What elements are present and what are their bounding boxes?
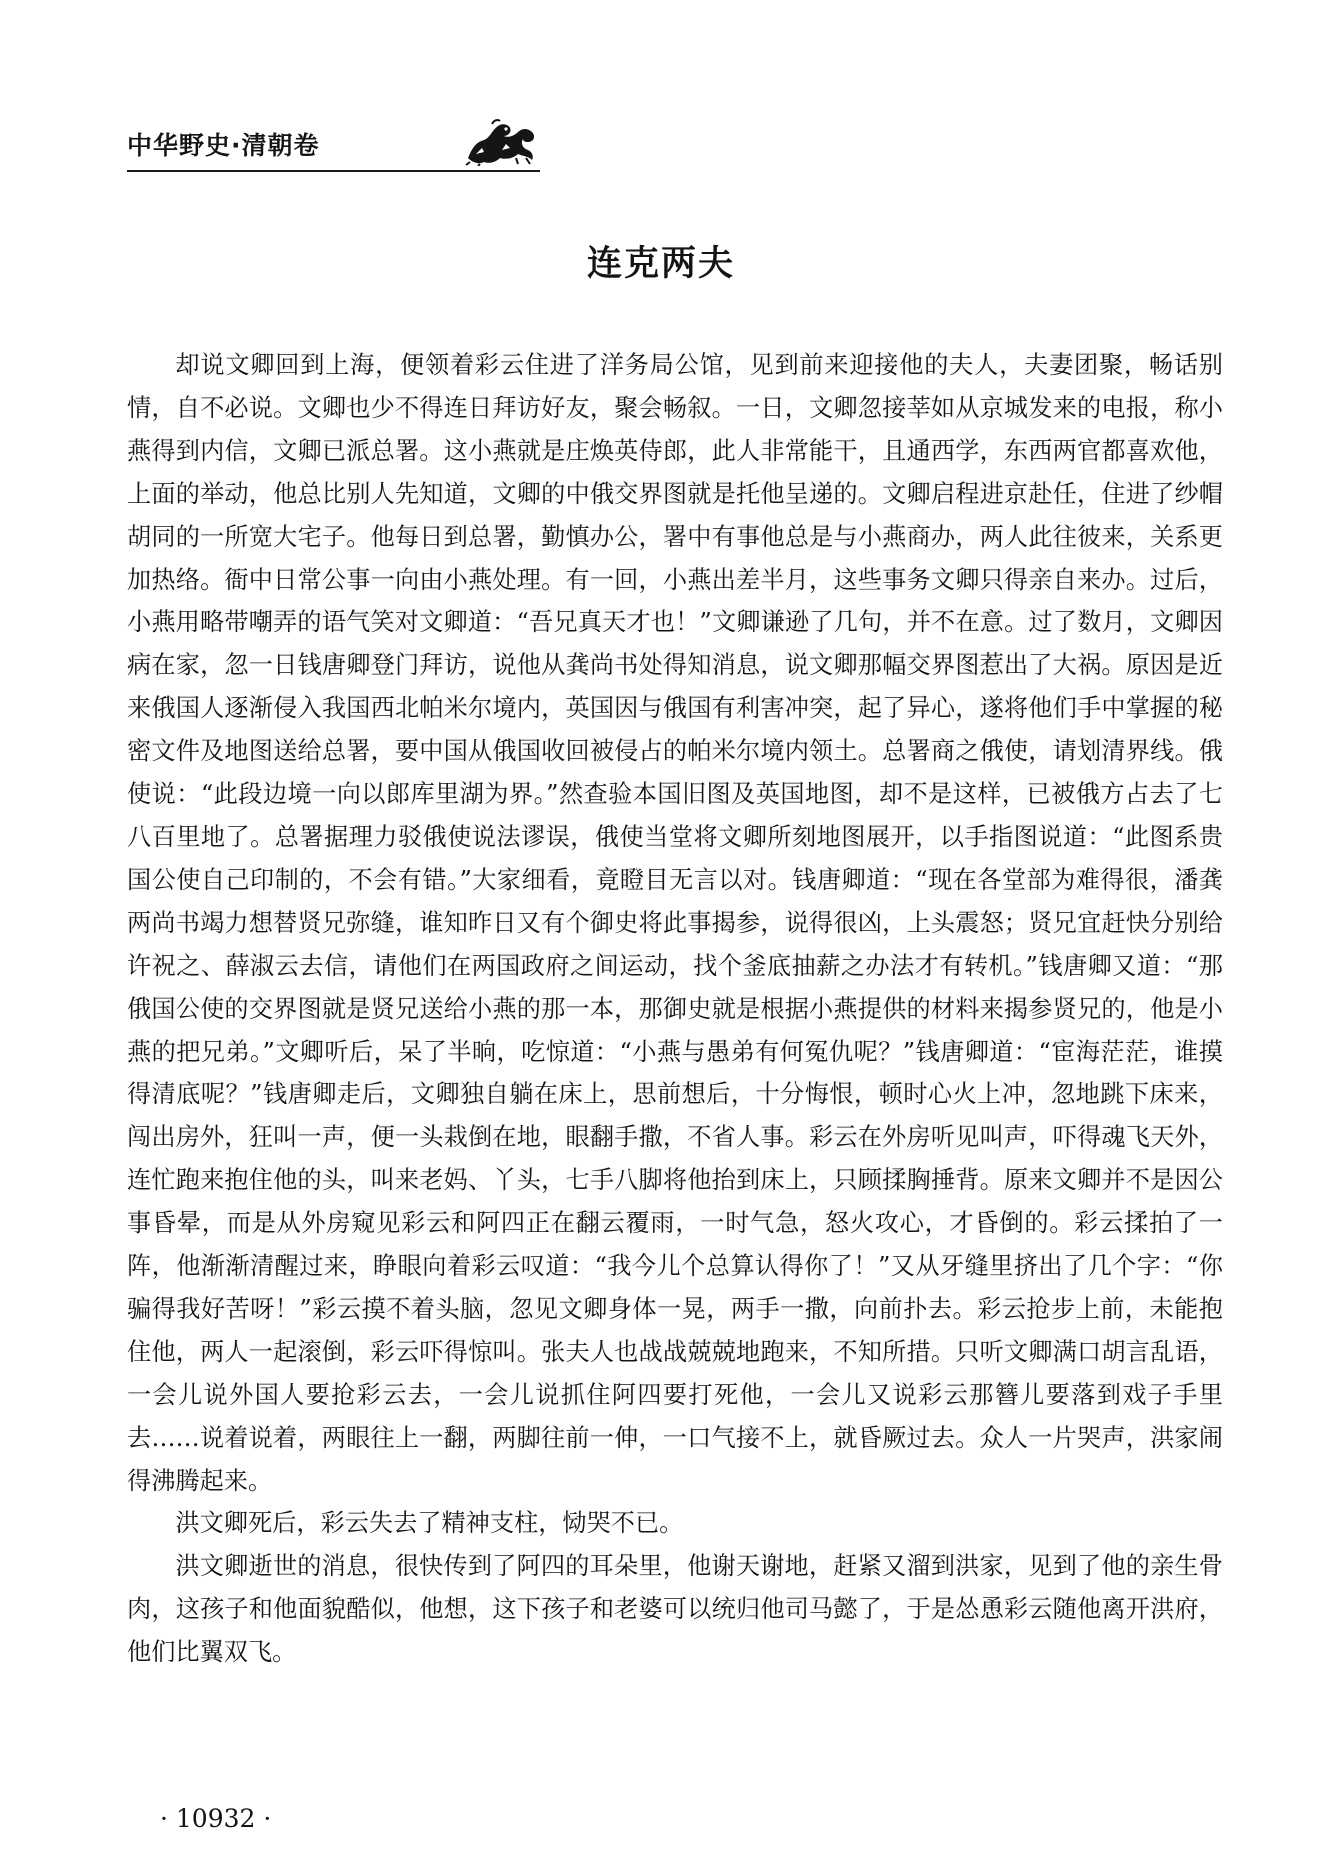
dragon-ornament-icon: [462, 118, 540, 166]
paragraph: 洪文卿死后，彩云失去了精神支柱，恸哭不已。: [175, 1509, 684, 1538]
header-rule: [127, 170, 540, 172]
paragraph: 却说文卿回到上海，便领着彩云住进了洋务局公馆，见到前来迎接他的夫人，夫妻团聚，畅话别情，自不必说。文卿也少不得连日拜访好友，聚会畅叙。一日，文卿忽接莘如从京城发来的电报，称小燕得到内信，文卿已派总署。这小燕就是庄焕英侍郎，此人非常能干，且通西学，东西两官都喜欢他，上面的举动，他总比别人先知道，文卿的中俄交界图就是托他呈递的。文卿启程进京赴任，住进了纱帽胡同的一所宽大宅子。他每日到总署，勤慎办公，署中有事他总是与小燕商办，两人此往彼来，关系更加热络。衙中日常公事一向由小燕处理。有一回，小燕出差半月，这些事务文卿只得亲自来办。过后，小燕用略带嘲弄的语气笑对文卿道：“吾兄真天才也！”文卿谦逊了几句，并不在意。过了数月，文卿因病在家，忽一日钱唐卿登门拜访，说他从龚尚书处得知消息，说文卿那幅交界图惹出了大祸。原因是近来俄国人逐渐侵入我国西北帕米尔境内，英国因与俄国有利害冲突，起了异心，遂将他们手中掌握的秘密文件及地图送给总署，要中国从俄国收回被侵占的帕米尔境内领土。总署商之俄使，请划清界线。俄使说：“此段边境一向以郎库里湖为界。”然查验本国旧图及英国地图，却不是这样，已被俄方占去了七八百里地了。总署据理力驳俄使说法谬误，俄使当堂将文卿所刻地图展开，以手指图说道：“此图系贵国公使自己印制的，不会有错。”大家细看，竟瞪目无言以对。钱唐卿道：“现在各堂部为难得很，潘龚两尚书竭力想替贤兄弥缝，谁知昨日又有个御史将此事揭参，说得很凶，上头震怒；贤兄宜赶快分别给许祝之、薛淑云去信，请他们在两国政府之间运动，找个釜底抽薪之办法才有转机。”钱唐卿又道：“那俄国公使的交界图就是贤兄送给小燕的那一本，那御史就是根据小燕提供的材料来揭参贤兄的，他是小燕的把兄弟。”文卿听后，呆了半晌，吃惊道：“小燕与愚弟有何冤仇呢？”钱唐卿道：“宦海茫茫，谁摸得清底呢？”钱唐卿走后，文卿独自躺在床上，思前想后，十分悔恨，顿时心火上冲，忽地跳下床来，闯出房外，狂叫一声，便一头栽倒在地，眼翻手撒，不省人事。彩云在外房听见叫声，吓得魂飞天外，连忙跑来抱住他的头，叫来老妈、丫头，七手八脚将他抬到床上，只顾揉胸捶背。原来文卿并不是因公事昏晕，而是从外房窥见彩云和阿四正在翻云覆雨，一时气急，怒火攻心，才昏倒的。彩云揉拍了一阵，他渐渐清醒过来，睁眼向着彩云叹道：“我今儿个总算认得你了！”又从牙缝里挤出了几个字：“你骗得我好苦呀！”彩云摸不着头脑，忽见文卿身体一晃，两手一撒，向前扑去。彩云抢步上前，未能抱住他，两人一起滚倒，彩云吓得惊叫。张夫人也战战兢兢地跑来，不知所措。只听文卿满口胡言乱语，一会儿说外国人要抢彩云去，一会儿说抓住阿四要打死他，一会儿又说彩云那簪儿要落到戏子手里去……说着说着，两眼往上一翻，两脚往前一伸，一口气接不上，就昏厥过去。众人一片哭声，洪家闹得沸腾起来。: [127, 351, 1223, 1495]
running-header: [127, 118, 540, 174]
chapter-title: 连克两夫: [586, 244, 735, 284]
series-title: 中华野史·清朝卷: [127, 131, 320, 160]
paragraph: 洪文卿逝世的消息，很快传到了阿四的耳朵里，他谢天谢地，赶紧又溜到洪家，见到了他的亲生骨肉，这孩子和他面貌酷似，他想，这下孩子和老婆可以统归他司马懿了，于是怂恿彩云随他离开洪府，他们比翼双飞。: [127, 1552, 1223, 1667]
page-number: · 10932 ·: [160, 1804, 272, 1833]
body-text: [127, 344, 1223, 1674]
